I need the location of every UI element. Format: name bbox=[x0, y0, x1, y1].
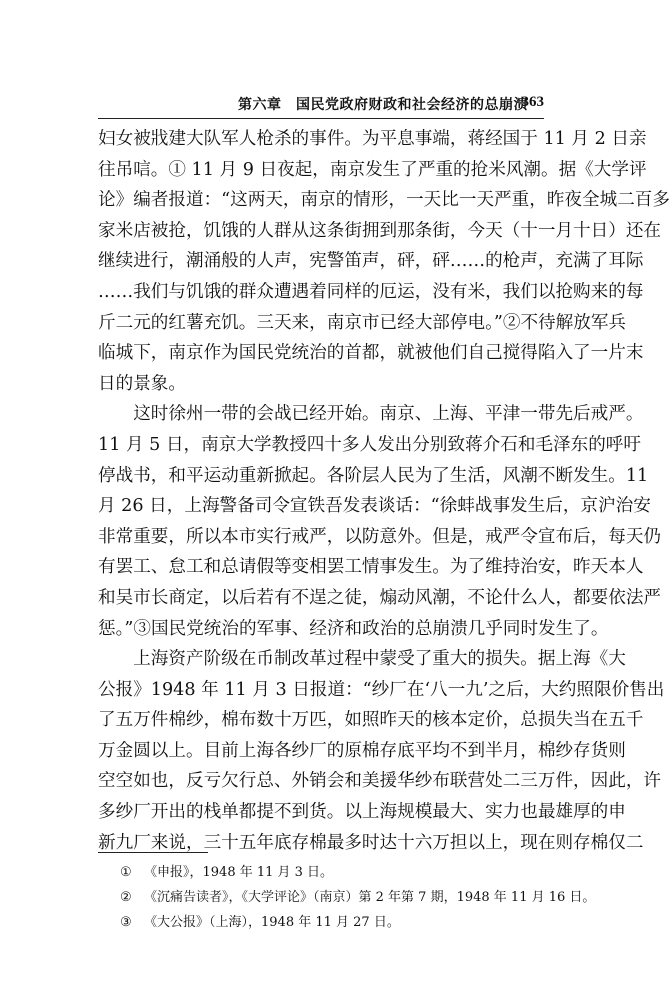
running-header bbox=[98, 94, 544, 116]
text-line: 论》编者报道：“这两天，南京的情形，一天比一天严重，昨夜全城二百多 bbox=[98, 190, 670, 211]
text-line: 斤二元的红薯充饥。三天来，南京市已经大部停电。”②不待解放军兵 bbox=[98, 312, 627, 333]
text-line: 停战书，和平运动重新掀起。各阶层人民为了生活，风潮不断发生。11 bbox=[98, 465, 649, 486]
footnote bbox=[120, 860, 544, 885]
text-line: 11 月 5 日，南京大学教授四十多人发出分别致蒋介石和毛泽东的呼吁 bbox=[98, 434, 641, 455]
text-line: 月 26 日，上海警备司令宣铁吾发表谈话：“徐蚌战事发生后，京沪治安 bbox=[98, 496, 651, 517]
text-line: 有罢工、怠工和总请假等变相罢工情事发生。为了维持治安，昨天本人 bbox=[98, 557, 644, 578]
footnote bbox=[120, 885, 596, 910]
footnotes bbox=[120, 860, 596, 935]
text-line: 妇女被戕建大队军人枪杀的事件。为平息事端，蒋经国于 11 月 2 日亲 bbox=[98, 129, 647, 149]
text-line: 新九厂来说，三十五年底存棉最多时达十六万担以上，现在则存棉仅二 bbox=[98, 832, 644, 853]
text-line: 公报》1948 年 11 月 3 日报道：“纱厂在‘八一九’之后，大约照限价售出 bbox=[98, 679, 665, 700]
text-line: 往吊唁。① 11 月 9 日夜起，南京发生了严重的抢米风潮。据《大学评 bbox=[98, 159, 647, 180]
text-line: 惩。”③国民党统治的军事、经济和政治的总崩溃几乎同时发生了。 bbox=[98, 618, 609, 639]
header-rule bbox=[98, 118, 544, 119]
text-line: ……我们与饥饿的群众遭遇着同样的厄运，没有米，我们以抢购来的每 bbox=[98, 281, 644, 302]
footnote-text: 《申报》，1948 年 11 月 3 日。 bbox=[144, 865, 334, 880]
page-number: 363 bbox=[521, 94, 544, 110]
text-line: 空空如也，反亏欠行总、外销会和美援华纱布联营处二三万件，因此，许 bbox=[98, 771, 662, 792]
footnote-text: 《沉痛告读者》，《大学评论》（南京）第 2 年第 7 期，1948 年 11 月 16 日。 bbox=[144, 890, 596, 905]
footnote-mark: ③ bbox=[120, 915, 132, 930]
footnote-mark: ① bbox=[120, 865, 132, 880]
text-line: 这时徐州一带的会战已经开始。南京、上海、平津一带先后戒严。 bbox=[98, 404, 644, 425]
footnote-text: 《大公报》（上海），1948 年 11 月 27 日。 bbox=[144, 915, 400, 930]
text-line: 日的景象。 bbox=[98, 373, 186, 394]
text-line: 和吴市长商定，以后若有不逞之徒，煽动风潮，不论什么人，都要依法严 bbox=[98, 587, 662, 608]
footnote bbox=[120, 910, 544, 935]
body-text bbox=[98, 124, 670, 858]
text-line: 临城下，南京作为国民党统治的首都，就被他们自己搅得陷入了一片末 bbox=[98, 343, 644, 364]
footnote-rule bbox=[98, 852, 208, 853]
text-line: 上海资产阶级在币制改革过程中蒙受了重大的损失。据上海《大 bbox=[98, 649, 626, 670]
text-line: 万金圆以上。目前上海各纱厂的原棉存底平均不到半月，棉纱存货则 bbox=[98, 740, 626, 761]
text-line: 继续进行，潮涌般的人声，宪警笛声，砰，砰……的枪声，充满了耳际 bbox=[98, 251, 644, 272]
text-line: 了五万件棉纱，棉布数十万匹，如照昨天的核本定价，总损失当在五千 bbox=[98, 710, 644, 731]
text-line: 非常重要，所以本市实行戒严，以防意外。但是，戒严令宣布后，每天仍 bbox=[98, 526, 662, 547]
text-line: 家米店被抢，饥饿的人群从这条街拥到那条街，今天（十一月十日）还在 bbox=[98, 220, 662, 241]
footnote-mark: ② bbox=[120, 890, 132, 905]
chapter-running-title: 第六章 国民党政府财政和社会经济的总崩溃 bbox=[238, 97, 528, 113]
text-line: 多纱厂开出的栈单都提不到货。以上海规模最大、实力也最雄厚的申 bbox=[98, 802, 626, 823]
